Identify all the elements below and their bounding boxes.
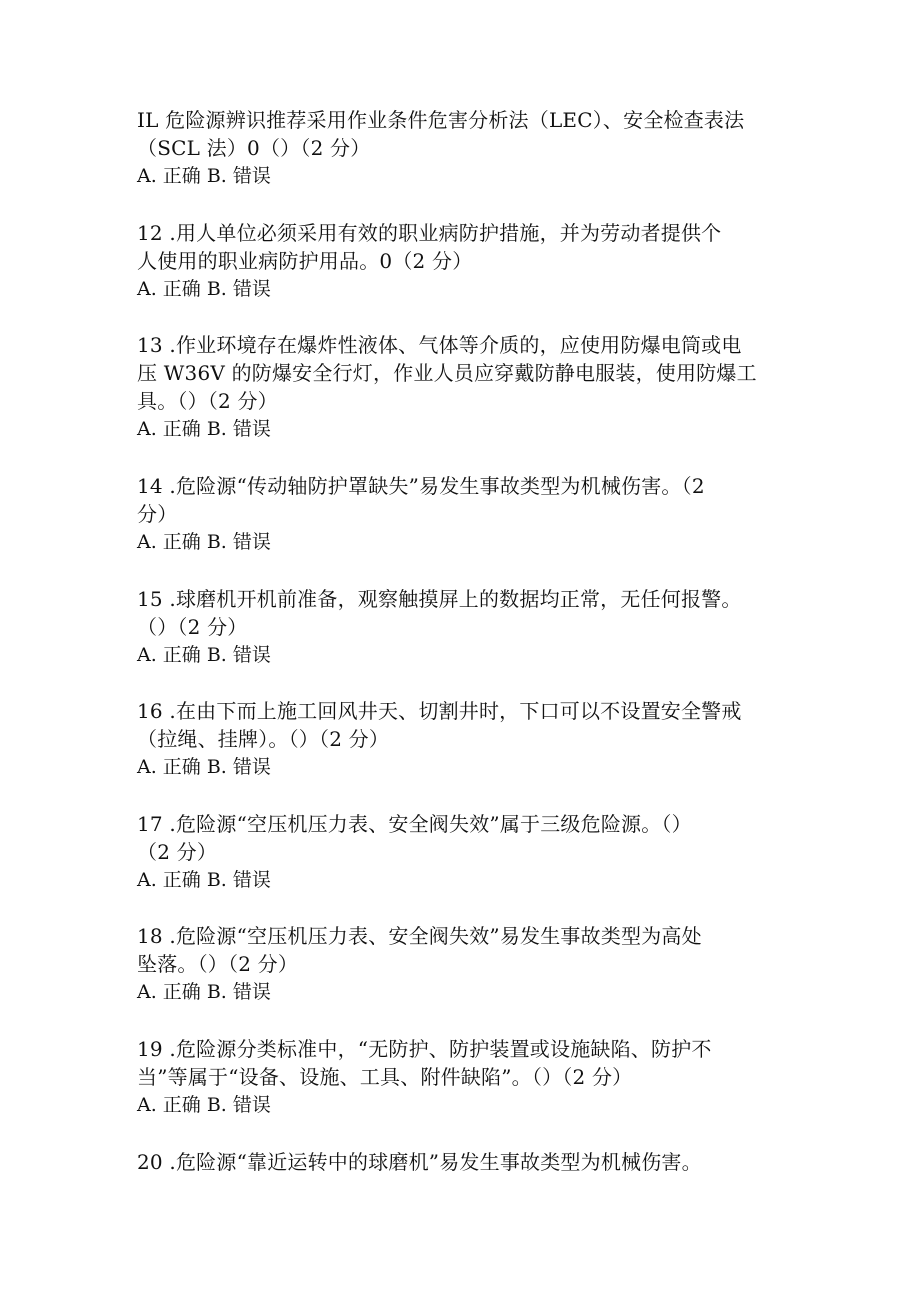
question-text-line: 18 .危险源“空压机压力表、安全阀失效”易发生事故类型为高处 [137,924,702,948]
answer-options: A. 正确 B. 错误 [137,531,271,553]
question-text-line: （）（2 分） [137,615,248,639]
answer-options: A. 正确 B. 错误 [137,418,271,440]
answer-options: A. 正确 B. 错误 [137,756,271,778]
question-14 [137,472,817,556]
question-16 [137,697,817,781]
question-text-line: 坠落。（）（2 分） [137,952,299,976]
answer-options: A. 正确 B. 错误 [137,278,271,300]
question-15 [137,585,817,669]
question-12 [137,219,817,303]
question-11 [137,106,817,190]
question-19 [137,1035,817,1119]
question-text-line: 19 .危险源分类标准中，“无防护、防护装置或设施缺陷、防护不 [137,1037,712,1061]
question-text-line: 13 .作业环境存在爆炸性液体、气体等介质的，应使用防爆电筒或电 [137,333,742,357]
answer-options: A. 正确 B. 错误 [137,981,271,1003]
question-text-line: 12 .用人单位必须采用有效的职业病防护措施，并为劳动者提供个 [137,221,722,245]
question-text-line: 17 .危险源“空压机压力表、安全阀失效”属于三级危险源。（） [137,812,692,836]
answer-options: A. 正确 B. 错误 [137,165,271,187]
question-text-line: 具。（）（2 分） [137,389,278,413]
answer-options: A. 正确 B. 错误 [137,869,271,891]
answer-options: A. 正确 B. 错误 [137,644,271,666]
question-text-line: 20 .危险源“靠近运转中的球磨机”易发生事故类型为机械伤害。 [137,1150,702,1174]
question-text-line: IL 危险源辨识推荐采用作业条件危害分析法（LEC）、安全检查表法 [137,108,745,132]
question-text-line: 16 .在由下而上施工回风井天、切割井时，下口可以不设置安全警戒 [137,699,742,723]
question-text-line: （SCL 法）0（）（2 分） [137,136,371,160]
question-text-line: （拉绳、挂牌）。（）（2 分） [137,727,390,751]
question-text-line: 人使用的职业病防护用品。0（2 分） [137,249,473,273]
question-18 [137,922,817,1006]
question-text-line: （2 分） [137,840,218,864]
question-text-line: 15 .球磨机开机前准备，观察触摸屏上的数据均正常，无任何报警。 [137,587,742,611]
question-text-line: 14 .危险源“传动轴防护罩缺失”易发生事故类型为机械伤害。（2 [137,474,705,498]
question-13 [137,331,817,443]
question-text-line: 分） [137,502,178,526]
question-20 [137,1148,817,1176]
answer-options: A. 正确 B. 错误 [137,1094,271,1116]
question-text-line: 当”等属于“设备、设施、工具、附件缺陷”。（）（2 分） [137,1065,633,1089]
question-text-line: 压 W36V 的防爆安全行灯，作业人员应穿戴防静电服装，使用防爆工 [137,361,757,385]
question-17 [137,810,817,894]
